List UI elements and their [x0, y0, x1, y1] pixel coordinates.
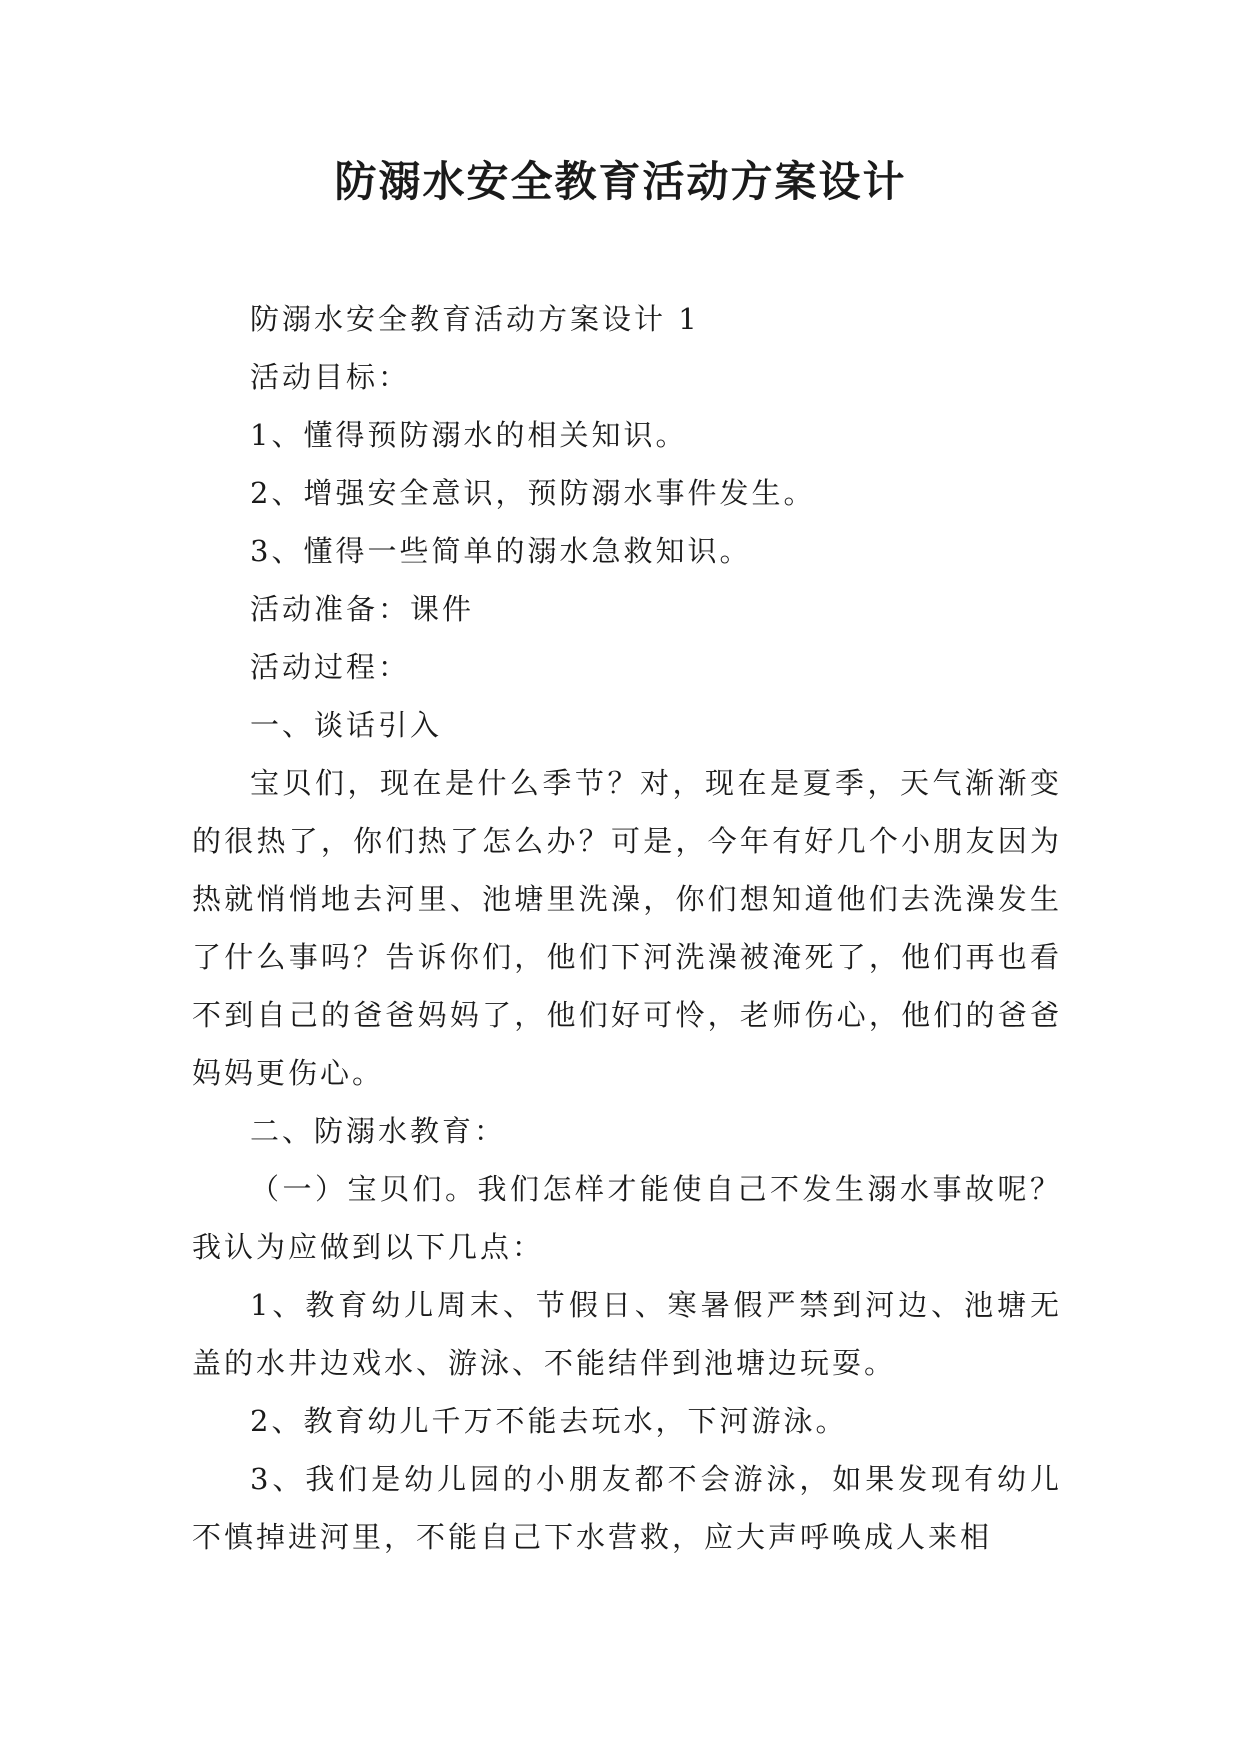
paragraph-section-2-heading: 二、防溺水教育： [250, 1114, 507, 1148]
paragraph-goal-3: 3、懂得一些简单的溺水急救知识。 [250, 534, 752, 568]
paragraph-question: （一）宝贝们。我们怎样才能使自己不发生溺水事故呢？我认为应做到以下几点： [192, 1172, 1062, 1264]
document-body [192, 290, 1062, 1566]
paragraph-goal-1: 1、懂得预防溺水的相关知识。 [250, 418, 688, 452]
paragraph-process-heading: 活动过程： [250, 650, 411, 684]
paragraph-rule-2: 2、教育幼儿千万不能去玩水，下河游泳。 [250, 1404, 848, 1438]
paragraph-section-1-heading: 一、谈话引入 [250, 708, 443, 742]
paragraph-intro-talk: 宝贝们，现在是什么季节？对，现在是夏季，天气渐渐变的很热了，你们热了怎么办？可是，今年有好几个小朋友因为热就悄悄地去河里、池塘里洗澡，你们想知道他们去洗澡发生了什么事吗？告诉你们，他们下河洗澡被淹死了，他们再也看不到自己的爸爸妈妈了，他们好可怜，老师伤心，他们的爸爸妈妈更伤心。 [192, 766, 1062, 1090]
paragraph-rule-3: 3、我们是幼儿园的小朋友都不会游泳，如果发现有幼儿不慎掉进河里，不能自己下水营救，应大声呼唤成人来相 [192, 1462, 1062, 1554]
paragraph-rule-1: 1、教育幼儿周末、节假日、寒暑假严禁到河边、池塘无盖的水井边戏水、游泳、不能结伴到池塘边玩耍。 [192, 1288, 1062, 1380]
document-title: 防溺水安全教育活动方案设计 [334, 157, 907, 206]
paragraph-preparation: 活动准备：课件 [250, 592, 475, 626]
paragraph-goal-2: 2、增强安全意识，预防溺水事件发生。 [250, 476, 816, 510]
paragraph-goals-heading: 活动目标： [250, 360, 411, 394]
paragraph-subtitle: 防溺水安全教育活动方案设计 1 [250, 302, 700, 336]
